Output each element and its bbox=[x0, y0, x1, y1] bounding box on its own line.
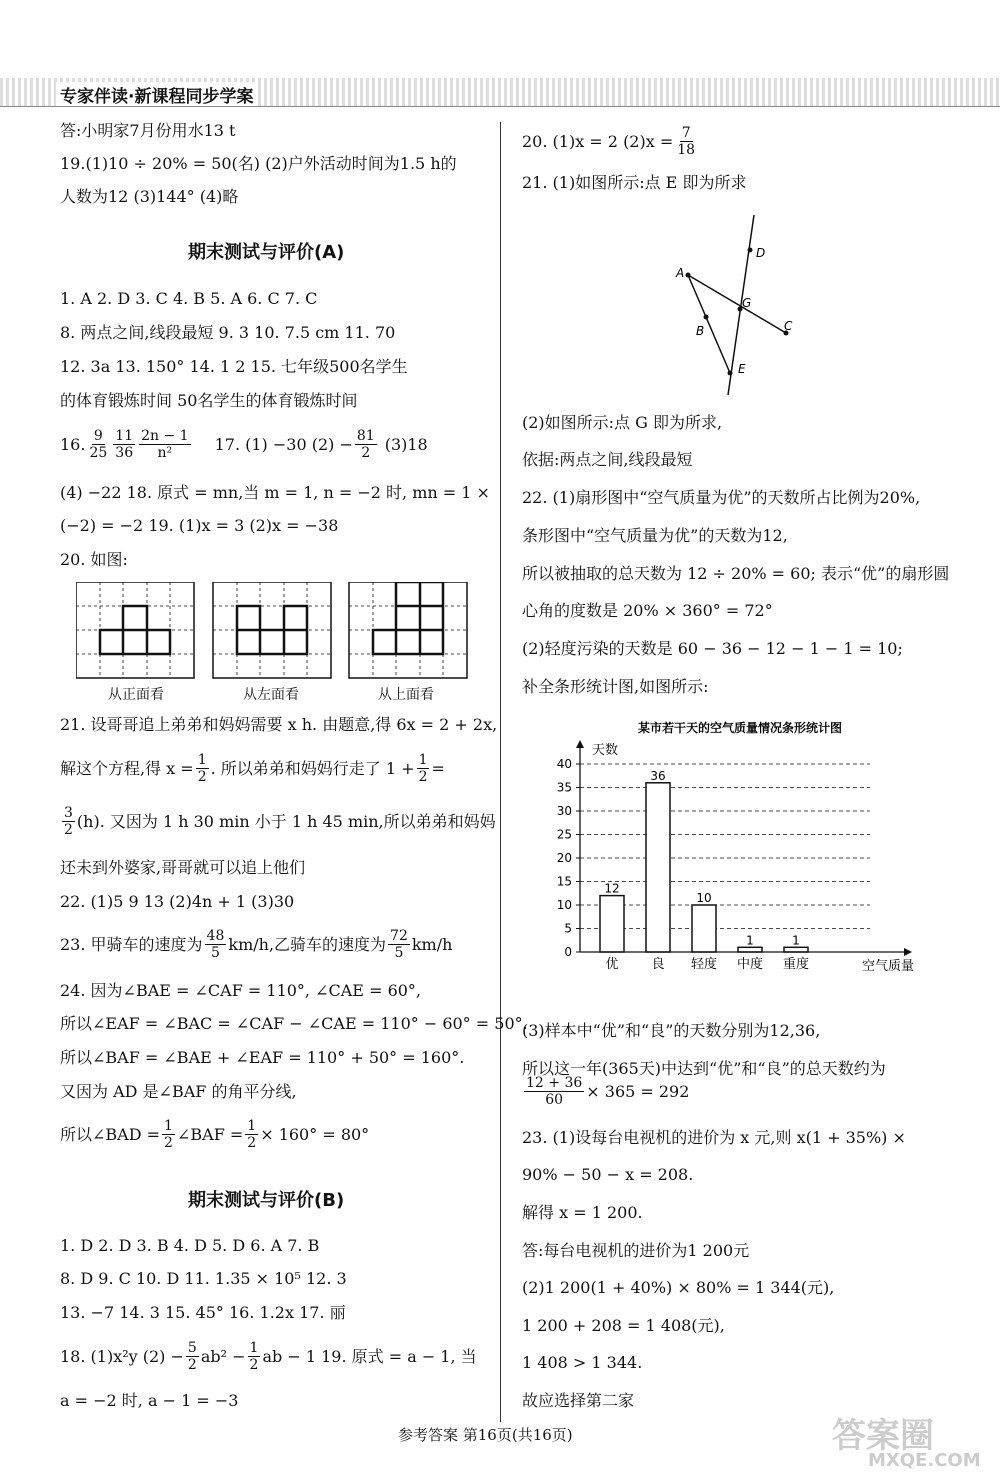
watermark-logo: 答案圈 bbox=[832, 1416, 934, 1456]
answer-line: 答:小明家7月份用水13 t bbox=[60, 121, 236, 140]
answer-line: 答:每台电视机的进价为1 200元 bbox=[522, 1241, 750, 1260]
answer-line: 21. (1)如图所示:点 E 即为所求 bbox=[522, 173, 747, 192]
y-tick-label: 20 bbox=[556, 851, 572, 865]
watermark-url: MXQE.COM bbox=[868, 1450, 981, 1471]
header-rule bbox=[0, 106, 1000, 107]
bar-value-label: 12 bbox=[604, 881, 620, 896]
x-category-label: 重度 bbox=[782, 957, 810, 972]
left-view-grid bbox=[213, 582, 331, 678]
fraction: $\frac{9}{25}$ bbox=[89, 428, 108, 461]
page-header-title: 专家伴读·新课程同步学案 bbox=[56, 82, 257, 107]
answer-line: 12. 3a 13. 150° 14. 1 2 15. 七年级500名学生 bbox=[60, 357, 408, 376]
answer-line: (4) −22 18. 原式 = mn,当 m = 1, n = −2 时, mn = 1 × bbox=[60, 483, 490, 502]
y-tick-label: 25 bbox=[556, 827, 572, 842]
section-title-a: 期末测试与评价(A) bbox=[188, 242, 345, 263]
x-axis-arrow bbox=[904, 948, 912, 956]
y-tick-label: 15 bbox=[556, 874, 572, 889]
answer-line: 23. 甲骑车的速度为 $\frac{48}{5}$ km/h,乙骑车的速度为 $\frac{72}{5}$ km/h bbox=[60, 928, 453, 961]
y-tick-label: 5 bbox=[564, 921, 572, 936]
answer-line: 1. A 2. D 3. C 4. B 5. A 6. C 7. C bbox=[60, 289, 318, 308]
answer-line: a = −2 时, a − 1 = −3 bbox=[60, 1391, 239, 1410]
answer-line: 20. 如图: bbox=[60, 550, 128, 569]
y-tick-label: 35 bbox=[556, 780, 572, 795]
answer-line: 条形图中“空气质量为优”的天数为12, bbox=[522, 526, 788, 545]
answer-line: 所以∠BAF = ∠BAE + ∠EAF = 110° + 50° = 160°. bbox=[60, 1048, 465, 1067]
point-label-c: C bbox=[784, 319, 793, 333]
answer-line: 23. (1)设每台电视机的进价为 x 元,则 x(1 + 35%) × bbox=[522, 1128, 906, 1147]
answer-line: 所以∠EAF = ∠BAC = ∠CAF − ∠CAE = 110° − 60° = 50°. bbox=[60, 1014, 528, 1033]
bar bbox=[738, 947, 762, 952]
answer-line: 解得 x = 1 200. bbox=[522, 1203, 643, 1222]
bar bbox=[600, 896, 624, 952]
geometry-figure bbox=[668, 205, 808, 405]
top-view-grid bbox=[349, 582, 467, 678]
answer-line-16: 16. $\frac{9}{25}$ $\frac{11}{36}$ $\frac{2n - 1}{\text{n²}}$ 17. (1) −30 (2) − $\frac{81}{2}$ (3)18 bbox=[60, 428, 428, 461]
y-tick-label: 0 bbox=[564, 945, 572, 959]
answer-line: (2)轻度污染的天数是 60 − 36 − 12 − 1 − 1 = 10; bbox=[522, 639, 903, 658]
column-divider bbox=[500, 122, 501, 1422]
x-category-label: 良 bbox=[651, 957, 665, 972]
answer-line: 还未到外婆家,哥哥就可以追上他们 bbox=[60, 858, 306, 877]
answer-line: 解这个方程,得 x = $\frac{1}{2}$ . 所以弟弟和妈妈行走了 1 + $\frac{1}{2}$ = bbox=[60, 752, 445, 785]
bar-value-label: 1 bbox=[792, 933, 800, 948]
view-label-front: 从正面看 bbox=[108, 687, 164, 703]
fraction: $\frac{81}{2}$ bbox=[356, 428, 375, 461]
answer-line: 补全条形统计图,如图所示: bbox=[522, 677, 709, 696]
point-label-d: D bbox=[756, 246, 766, 260]
front-view-grid bbox=[76, 582, 194, 678]
page-footer: 参考答案 第16页(共16页) bbox=[398, 1426, 573, 1444]
x-category-label: 中度 bbox=[736, 957, 764, 972]
answer-line: (2)如图所示:点 G 即为所求, bbox=[522, 413, 723, 432]
answer-line: 22. (1)扇形图中“空气质量为优”的天数所占比例为20%, bbox=[522, 488, 921, 507]
y-axis-label: 天数 bbox=[592, 743, 619, 758]
point-label-g: G bbox=[742, 296, 752, 310]
answer-line: 18. (1)x²y (2) − $\frac{5}{2}$ ab² − $\frac{1}{2}$ ab − 1 19. 原式 = a − 1, 当 bbox=[60, 1340, 477, 1373]
answer-line: 心角的度数是 20% × 360° = 72° bbox=[522, 601, 773, 620]
answer-line: 8. 两点之间,线段最短 9. 3 10. 7.5 cm 11. 70 bbox=[60, 323, 396, 342]
chart-title: 某市若干天的空气质量情况条形统计图 bbox=[637, 721, 843, 735]
answer-line: 的体育锻炼时间 50名学生的体育锻炼时间 bbox=[60, 391, 358, 410]
bar-value-label: 1 bbox=[746, 933, 754, 948]
answer-line: 24. 因为∠BAE = ∠CAF = 110°, ∠CAE = 60°, bbox=[60, 981, 422, 1000]
bar bbox=[646, 783, 670, 952]
x-category-label: 轻度 bbox=[690, 957, 718, 972]
answer-line: 所以∠BAD = $\frac{1}{2}$ ∠BAF = $\frac{1}{2}$ × 160° = 80° bbox=[60, 1118, 370, 1151]
y-tick-label: 30 bbox=[556, 804, 572, 818]
point-label-a: A bbox=[676, 266, 685, 280]
view-label-top: 从上面看 bbox=[378, 687, 434, 703]
answer-line: 依据:两点之间,线段最短 bbox=[522, 450, 693, 469]
point-label-e: E bbox=[738, 362, 746, 376]
y-tick-label: 10 bbox=[556, 898, 572, 912]
answer-line: 人数为12 (3)144° (4)略 bbox=[60, 187, 239, 206]
bar-chart bbox=[540, 712, 930, 982]
answer-line: 90% − 50 − x = 208. bbox=[522, 1165, 694, 1184]
x-axis-label: 空气质量 bbox=[861, 959, 915, 974]
answer-line: 20. (1)x = 2 (2)x = $\frac{7}{18}$ bbox=[522, 125, 696, 158]
bar bbox=[692, 905, 716, 952]
bar-value-label: 10 bbox=[696, 891, 712, 905]
answer-line: 又因为 AD 是∠BAF 的角平分线, bbox=[60, 1082, 297, 1101]
answer-line: 故应选择第二家 bbox=[522, 1391, 635, 1410]
answer-line: 1 408 > 1 344. bbox=[522, 1353, 643, 1372]
answer-line: 所以这一年(365天)中达到“优”和“良”的总天数约为 bbox=[522, 1059, 886, 1078]
answer-line: 1 200 + 208 = 1 408(元), bbox=[522, 1316, 725, 1335]
answer-line: 13. −7 14. 3 15. 45° 16. 1.2x 17. 丽 bbox=[60, 1303, 346, 1322]
answer-line: 1. D 2. D 3. B 4. D 5. D 6. A 7. B bbox=[60, 1236, 320, 1255]
answer-line: $\frac{12 + 36}{60}$ × 365 = 292 bbox=[526, 1075, 690, 1108]
answer-line: 8. D 9. C 10. D 11. 1.35 × 10⁵ 12. 3 bbox=[60, 1269, 347, 1288]
answer-line: 19.(1)10 ÷ 20% = 50(名) (2)户外活动时间为1.5 h的 bbox=[60, 154, 457, 173]
bar-value-label: 36 bbox=[650, 768, 666, 783]
answer-line: 21. 设哥哥追上弟弟和妈妈需要 x h. 由题意,得 6x = 2 + 2x, bbox=[60, 715, 498, 734]
answer-line: 所以被抽取的总天数为 12 ÷ 20% = 60; 表示“优”的扇形圆 bbox=[522, 564, 950, 583]
answer-line: (−2) = −2 19. (1)x = 3 (2)x = −38 bbox=[60, 516, 339, 535]
bar bbox=[784, 947, 808, 952]
fraction: $\frac{2n - 1}{\text{n²}}$ bbox=[141, 428, 189, 461]
answer-line: $\frac{3}{2}$ (h). 又因为 1 h 30 min 小于 1 h 45 min,所以弟弟和妈妈 bbox=[64, 805, 496, 838]
section-title-b: 期末测试与评价(B) bbox=[188, 1190, 345, 1211]
answer-line: (3)样本中“优”和“良”的天数分别为12,36, bbox=[522, 1021, 821, 1040]
point-label-b: B bbox=[696, 324, 705, 338]
answer-line: (2)1 200(1 + 40%) × 80% = 1 344(元), bbox=[522, 1278, 835, 1297]
view-label-left: 从左面看 bbox=[243, 687, 299, 703]
y-tick-label: 40 bbox=[556, 757, 572, 771]
y-axis-arrow bbox=[576, 740, 584, 748]
x-category-label: 优 bbox=[605, 957, 619, 972]
fraction: $\frac{11}{36}$ bbox=[115, 428, 134, 461]
answer-line: 22. (1)5 9 13 (2)4n + 1 (3)30 bbox=[60, 892, 295, 911]
